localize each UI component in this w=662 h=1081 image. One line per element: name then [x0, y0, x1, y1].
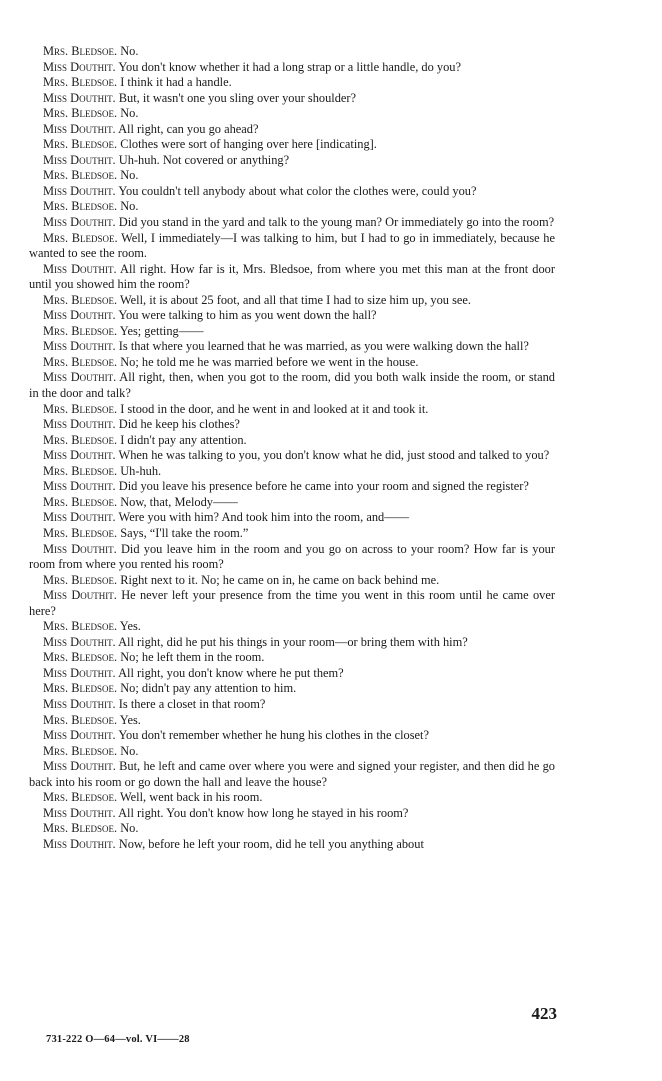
transcript-line	[29, 402, 555, 418]
speech-text: I stood in the door, and he went in and looked at it and took it.	[120, 401, 429, 416]
speech-text: No.	[120, 106, 139, 121]
transcript-line	[29, 619, 555, 635]
speech-text: Yes; getting——	[119, 323, 204, 338]
speaker-label: Miss Douthit.	[43, 183, 116, 198]
transcript-line	[29, 510, 555, 526]
transcript-line	[29, 479, 555, 495]
speaker-label: Mrs. Bledsoe.	[43, 44, 118, 58]
speaker-label: Miss Douthit.	[43, 339, 116, 354]
speaker-label: Mrs. Bledsoe.	[43, 743, 118, 758]
speaker-label: Miss Douthit.	[43, 417, 116, 432]
speech-text: Did he keep his clothes?	[118, 417, 240, 432]
speaker-label: Mrs. Bledsoe.	[43, 572, 118, 587]
transcript-line	[29, 153, 555, 169]
speaker-label: Miss Douthit.	[43, 59, 116, 74]
transcript-line	[29, 588, 555, 619]
speaker-label: Mrs. Bledsoe.	[43, 106, 118, 121]
transcript-line	[29, 215, 555, 231]
transcript-line	[29, 635, 555, 651]
speaker-label: Mrs. Bledsoe.	[43, 401, 118, 416]
speaker-label: Miss Douthit.	[43, 665, 116, 680]
speech-text: Did you leave him in the room and you go on across to your room? How far is your room from where you rented his room?	[29, 541, 555, 572]
speech-text: Now, before he left your room, did he tell you anything about	[118, 836, 424, 851]
speech-text: But, it wasn't one you sling over your shoulder?	[118, 90, 357, 105]
speech-text: All right, you don't know where he put them?	[118, 665, 344, 680]
speech-text: Well, I immediately—I was talking to him, but I had to go in immediately, because he wanted to see the room.	[29, 230, 555, 261]
speech-text: All right. How far is it, Mrs. Bledsoe, from where you met this man at the front door until you showed him the room?	[29, 261, 555, 292]
speech-text: When he was talking to you, you don't know what he did, just stood and talked to you?	[118, 448, 550, 463]
speech-text: No.	[120, 743, 139, 758]
transcript-line	[29, 573, 555, 589]
speaker-label: Miss Douthit.	[43, 121, 116, 136]
transcript-line	[29, 759, 555, 790]
speaker-label: Mrs. Bledsoe.	[43, 137, 118, 152]
transcript-body	[29, 44, 555, 852]
transcript-line	[29, 122, 555, 138]
transcript-line	[29, 199, 555, 215]
speaker-label: Miss Douthit.	[43, 90, 116, 105]
speech-text: Says, “I'll take the room.”	[120, 525, 249, 540]
speaker-label: Mrs. Bledsoe.	[43, 619, 118, 634]
speech-text: No; he told me he was married before we went in the house.	[120, 354, 419, 369]
transcript-line	[29, 837, 555, 853]
speaker-label: Mrs. Bledsoe.	[43, 199, 118, 214]
transcript-line	[29, 650, 555, 666]
speaker-label: Miss Douthit.	[43, 308, 116, 323]
speaker-label: Miss Douthit.	[43, 479, 116, 494]
speech-text: Is that where you learned that he was married, as you were walking down the hall?	[118, 339, 529, 354]
speaker-label: Miss Douthit.	[43, 759, 116, 774]
transcript-line	[29, 495, 555, 511]
speech-text: I think it had a handle.	[120, 75, 232, 90]
speaker-label: Mrs. Bledsoe.	[43, 821, 118, 836]
speech-text: I didn't pay any attention.	[120, 432, 247, 447]
speech-text: You couldn't tell anybody about what color the clothes were, could you?	[118, 183, 477, 198]
speech-text: No.	[120, 44, 139, 58]
speaker-label: Mrs. Bledsoe.	[43, 168, 118, 183]
speech-text: No; he left them in the room.	[120, 650, 265, 665]
speech-text: You were talking to him as you went down the hall?	[118, 308, 377, 323]
speech-text: All right. You don't know how long he stayed in his room?	[118, 805, 409, 820]
speech-text: Is there a closet in that room?	[118, 696, 266, 711]
speech-text: Yes.	[119, 712, 141, 727]
transcript-line	[29, 821, 555, 837]
transcript-line	[29, 106, 555, 122]
transcript-line	[29, 168, 555, 184]
speaker-label: Mrs. Bledsoe.	[43, 463, 118, 478]
speaker-label: Miss Douthit.	[43, 370, 117, 385]
transcript-line	[29, 790, 555, 806]
transcript-line	[29, 339, 555, 355]
transcript-line	[29, 231, 555, 262]
speaker-label: Mrs. Bledsoe.	[43, 681, 118, 696]
speaker-label: Miss Douthit.	[43, 805, 116, 820]
speaker-label: Mrs. Bledsoe.	[43, 292, 118, 307]
transcript-line	[29, 542, 555, 573]
speech-text: Well, went back in his room.	[119, 790, 263, 805]
speaker-label: Mrs. Bledsoe.	[43, 790, 118, 805]
transcript-line	[29, 324, 555, 340]
transcript-line	[29, 308, 555, 324]
transcript-line	[29, 697, 555, 713]
transcript-line	[29, 355, 555, 371]
speech-text: No; didn't pay any attention to him.	[120, 681, 297, 696]
transcript-line	[29, 75, 555, 91]
speaker-label: Mrs. Bledsoe.	[43, 650, 118, 665]
speaker-label: Miss Douthit.	[43, 588, 117, 603]
speech-text: No.	[120, 199, 139, 214]
transcript-line	[29, 526, 555, 542]
speech-text: Did you leave his presence before he came into your room and signed the register?	[118, 479, 529, 494]
speech-text: Now, that, Melody——	[120, 494, 238, 509]
speech-text: All right, can you go ahead?	[118, 121, 259, 136]
speech-text: You don't remember whether he hung his clothes in the closet?	[118, 728, 429, 743]
speaker-label: Miss Douthit.	[43, 448, 116, 463]
transcript-line	[29, 713, 555, 729]
speech-text: No.	[120, 168, 139, 183]
speaker-label: Miss Douthit.	[43, 634, 116, 649]
speaker-label: Miss Douthit.	[43, 696, 116, 711]
speaker-label: Mrs. Bledsoe.	[43, 323, 118, 338]
speaker-label: Mrs. Bledsoe.	[43, 525, 118, 540]
speech-text: Uh-huh. Not covered or anything?	[118, 152, 290, 167]
speech-text: You don't know whether it had a long strap or a little handle, do you?	[118, 59, 462, 74]
speaker-label: Mrs. Bledsoe.	[43, 432, 118, 447]
speaker-label: Miss Douthit.	[43, 261, 117, 276]
speaker-label: Mrs. Bledsoe.	[43, 354, 118, 369]
speech-text: He never left your presence from the time you went in this room until he came over here?	[29, 588, 555, 618]
speaker-label: Mrs. Bledsoe.	[43, 75, 118, 90]
transcript-line	[29, 681, 555, 697]
speech-text: Yes.	[119, 619, 141, 634]
speech-text: Clothes were sort of hanging over here [indicating].	[120, 137, 377, 152]
speech-text: Uh-huh.	[120, 463, 162, 478]
speech-text: No.	[120, 821, 139, 836]
transcript-line	[29, 293, 555, 309]
speech-text: Right next to it. No; he came on in, he came on back behind me.	[120, 572, 440, 587]
transcript-line	[29, 370, 555, 401]
speech-text: Did you stand in the yard and talk to the young man? Or immediately go into the room?	[118, 215, 555, 230]
speech-text: But, he left and came over where you were and signed your register, and then did he go back into his room or go down the hall and leave the house?	[29, 759, 556, 789]
transcript-line	[29, 60, 555, 76]
transcript-line	[29, 184, 555, 200]
speaker-label: Mrs. Bledsoe.	[43, 712, 118, 727]
speaker-label: Mrs. Bledsoe.	[43, 230, 118, 245]
page-number: 423	[531, 1004, 557, 1023]
speech-text: All right, then, when you got to the room, did you both walk inside the room, or stand in the door and talk?	[29, 370, 555, 401]
transcript-line	[29, 448, 555, 464]
speaker-label: Miss Douthit.	[43, 510, 116, 525]
speaker-label: Miss Douthit.	[43, 541, 117, 556]
print-footer: 731-222 O—64—vol. VI——28	[46, 1034, 190, 1045]
transcript-line	[29, 91, 555, 107]
speaker-label: Miss Douthit.	[43, 836, 116, 851]
transcript-line	[29, 44, 555, 60]
speech-text: Well, it is about 25 foot, and all that time I had to size him up, you see.	[119, 292, 472, 307]
transcript-line	[29, 464, 555, 480]
transcript-line	[29, 806, 555, 822]
transcript-line	[29, 744, 555, 760]
transcript-line	[29, 728, 555, 744]
transcript-line	[29, 666, 555, 682]
speaker-label: Miss Douthit.	[43, 728, 116, 743]
speech-text: All right, did he put his things in your room—or bring them with him?	[118, 634, 468, 649]
speaker-label: Miss Douthit.	[43, 215, 116, 230]
transcript-line	[29, 417, 555, 433]
speaker-label: Mrs. Bledsoe.	[43, 494, 118, 509]
transcript-line	[29, 137, 555, 153]
speaker-label: Miss Douthit.	[43, 152, 116, 167]
transcript-line	[29, 433, 555, 449]
speech-text: Were you with him? And took him into the room, and——	[118, 510, 410, 525]
transcript-line	[29, 262, 555, 293]
